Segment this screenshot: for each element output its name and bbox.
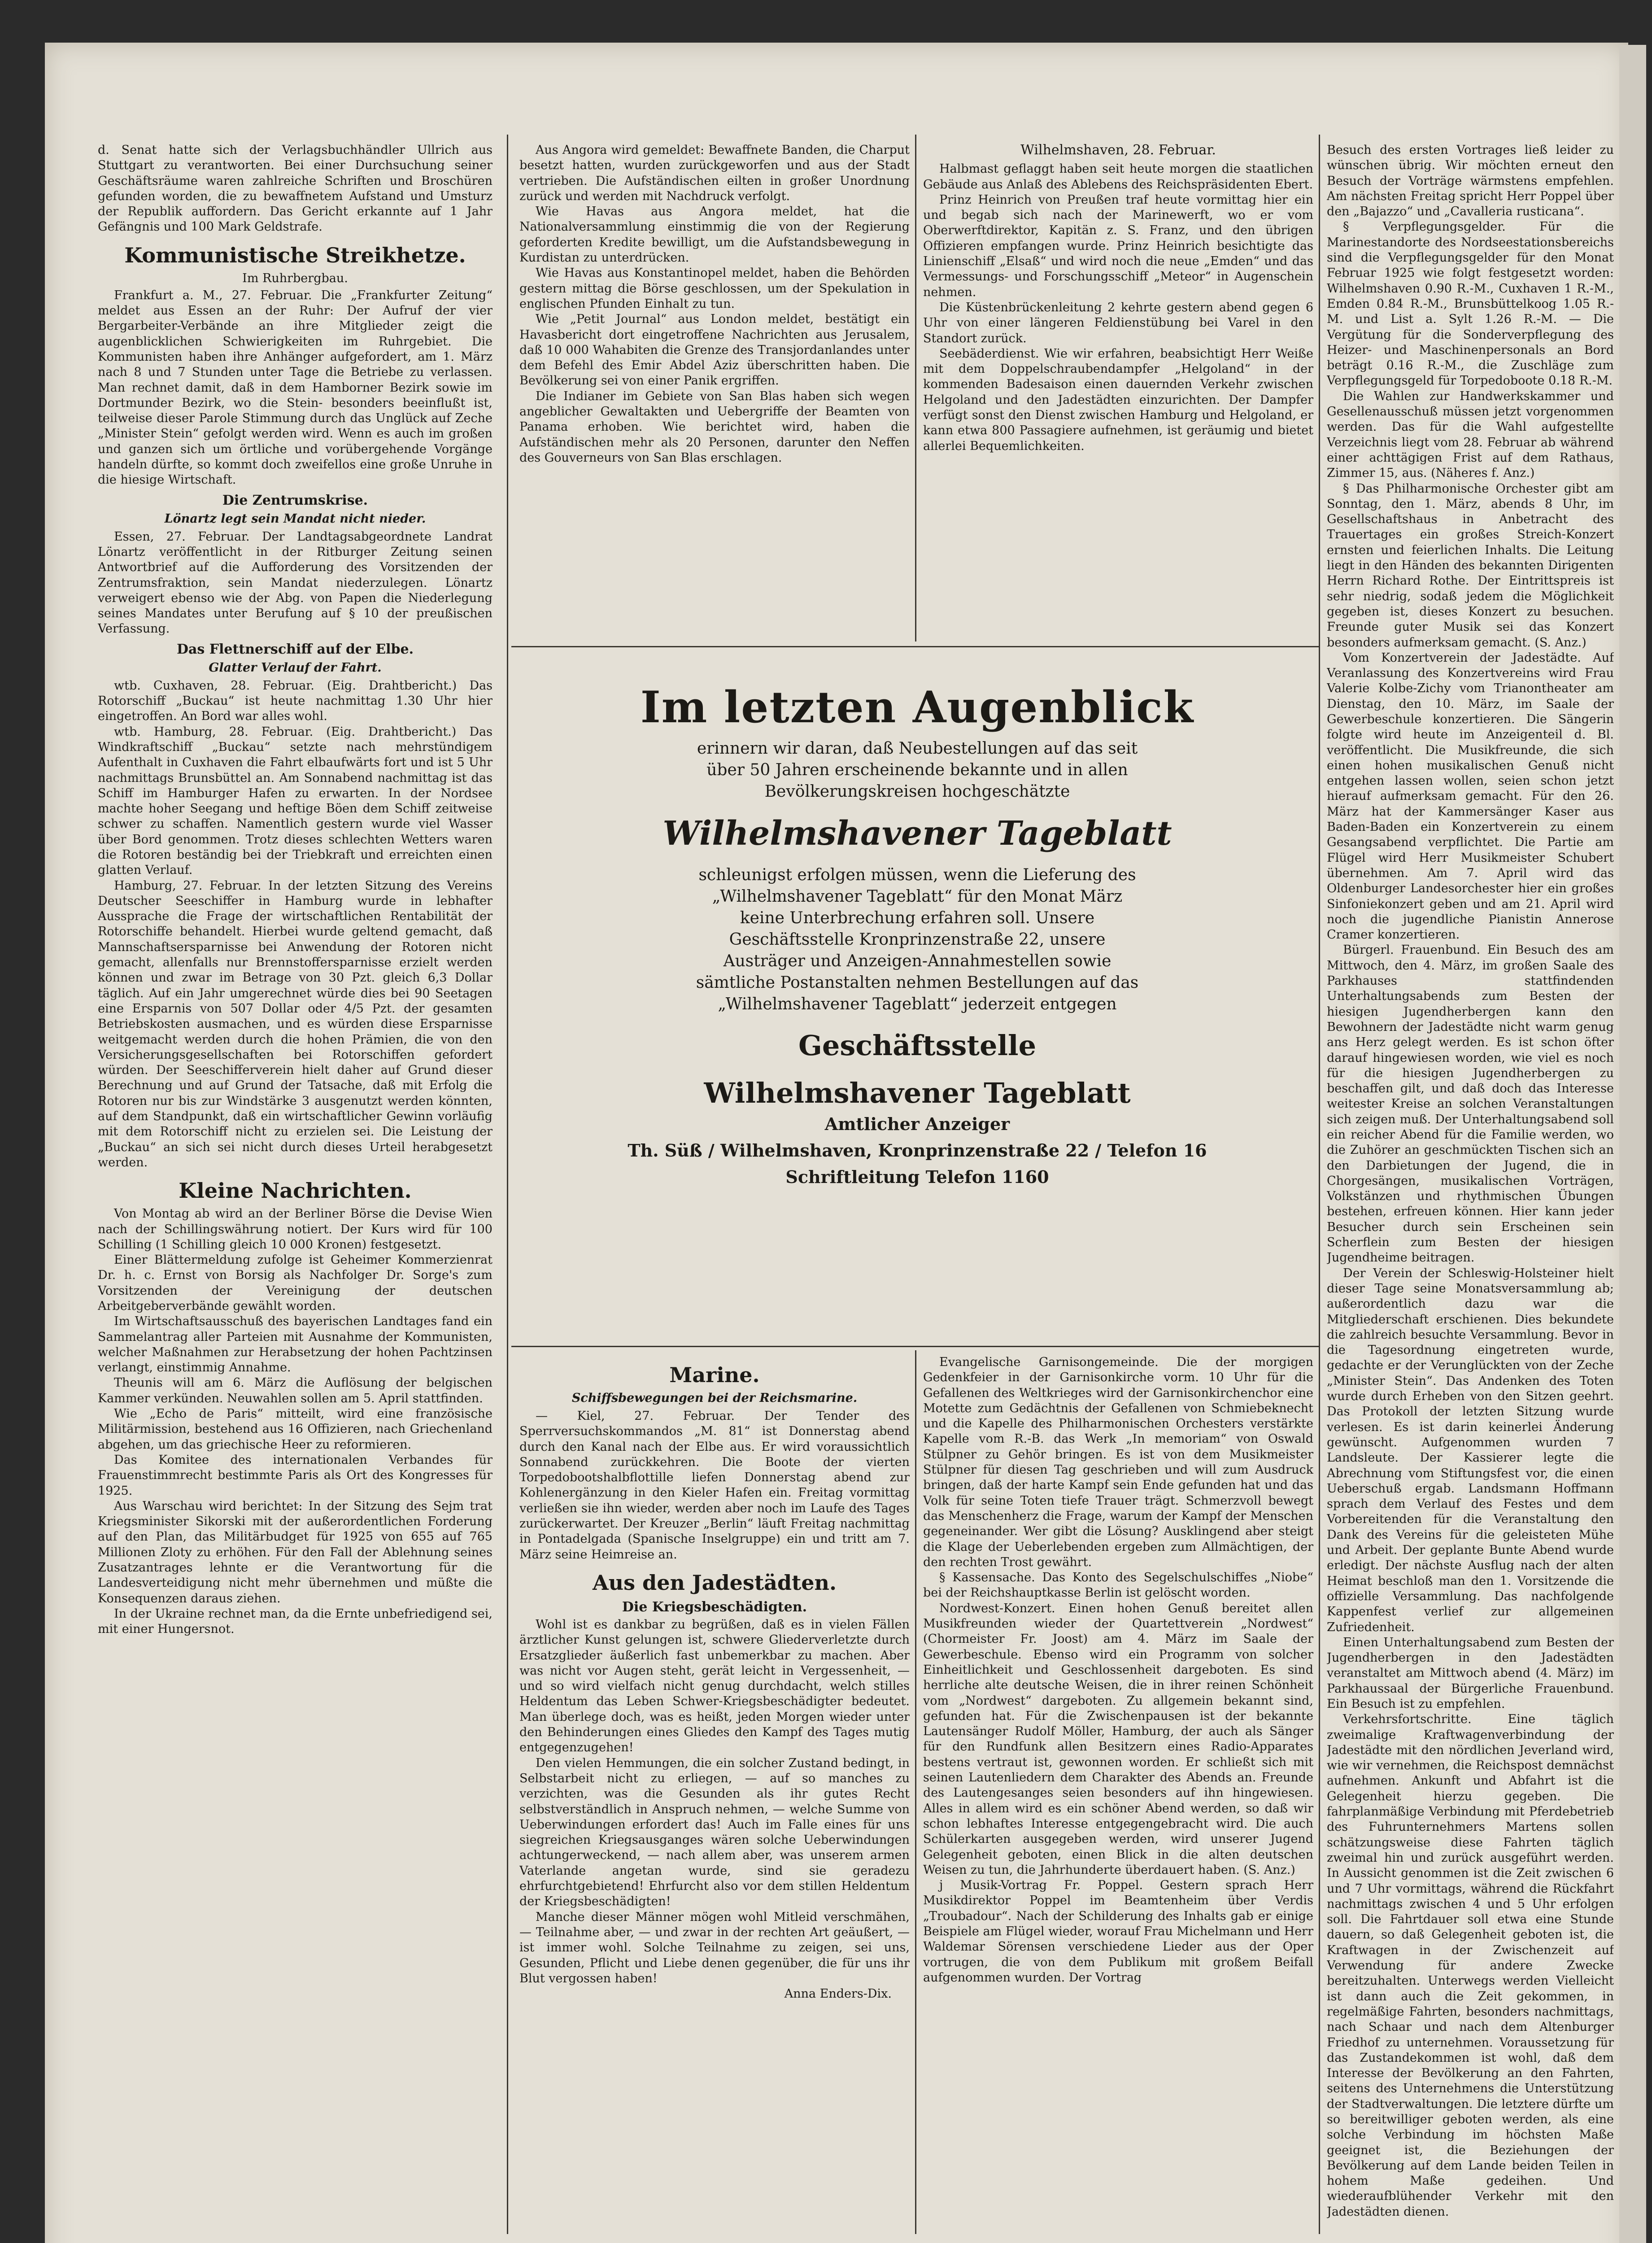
article-paragraph: Wohl ist es dankbar zu begrüßen, daß es in vielen Fällen ärztlicher Kunst gelungen ist, schwere Gliederverletzte durch Ersatzglieder äußerlich fast unbemerkbar zu machen. Aber was nicht vor Augen steht, gerät leicht in Vergessenheit, — und so wird vielfach nicht genug durchdacht, welch stilles Heldentum das Leben Schwer-Kriegsbeschädigter bedeutet. Man überlege doch, was es heißt, jeden Morgen wieder unter den Behinderungen eines Gliedes den Kampf des Tages mutig entgegenzugehen!	[519, 1617, 910, 1755]
article-paragraph: Wie „Petit Journal“ aus London meldet, bestätigt ein Havasbericht dort eingetroffene Nachrichten aus Jerusalem, daß 10 000 Wahabiten die Grenze des Transjordanlandes unter dem Befehl des Emir Abdel Aziz überschritten haben. Die Bevölkerung sei von einer Panik ergriffen.	[519, 312, 910, 388]
article-paragraph: Frankfurt a. M., 27. Februar. Die „Frankfurter Zeitung“ meldet aus Essen an der Ruhr: Der Aufruf der vier Bergarbeiter-Verbände an ihre Mitglieder zeigt die augenblicklichen Schwierigkeiten im Ruhrgebiet. Die Kommunisten haben ihre Anhänger aufgefordert, am 1. März nach 8 und 7 Stunden unter Tage die Betriebe zu verlassen. Man rechnet damit, daß in dem Hamborner Bezirk sowie im Dortmunder Bezirk, wo die Stein- besonders beeinflußt ist, teilweise dieser Parole Stimmung durch das Unglück auf Zeche „Minister Stein“ gefolgt werden wird. Wenn es auch im großen und ganzen sich um örtliche und vorübergehende Vorgänge handeln dürfte, so kommt doch zweifellos eine große Unruhe in die hiesige Wirtschaft.	[98, 288, 493, 487]
column-rule	[1319, 135, 1320, 2234]
article-paragraph: — Kiel, 27. Februar. Der Tender des Sperrversuchskommandos „M. 81“ ist Donnerstag abend durch den Kanal nach der Elbe aus. Er wird voraussichtlich Sonnabend zurückkehren. Die Boote der vierten Torpedobootshalbflottille liefen Donnerstag abend zur Kohlenergänzung in den Kieler Hafen ein. Freitag vormittag verließen sie ihn wieder, werden aber noch im Laufe des Tages zurückerwartet. Der Kreuzer „Berlin“ läuft Freitag nachmittag in Pontadelgada (Spanische Inselgruppe) ein und tritt am 7. März seine Heimreise an.	[519, 1409, 910, 1562]
article-paragraph: d. Senat hatte sich der Verlagsbuchhändler Ullrich aus Stuttgart zu verantworten. Bei einer Durchsuchung seiner Geschäftsräume waren zahlreiche Schriften und Broschüren gefunden worden, die zu bewaffnetem Aufstand und Umsturz der Republik auffordern. Das Gericht erkannte auf 1 Jahr Gefängnis und 100 Mark Geldstrafe.	[98, 143, 493, 234]
column-rule	[507, 135, 508, 2234]
ad-newspaper-name: Wilhelmshavener Tageblatt	[663, 814, 1172, 853]
headline-kommunist: Kommunistische Streikhetze.	[124, 243, 466, 267]
article-paragraph: Nordwest-Konzert. Einen hohen Genuß bereitet allen Musikfreunden wieder der Quartettverein „Nordwest“ (Chormeister Fr. Joost) am 4. März im Saale der Gewerbeschule. Ebenso wird ein Programm von solcher Einheitlichkeit und Geschlossenheit dargeboten. Es sind herrliche alte deutsche Weisen, die in ihrer reinen Schönheit vom „Nordwest“ dargeboten. Zu allgemein bekannt sind, gefunden hat. Für die Zwischenpausen ist der bekannte Lautensänger Rudolf Möller, Hamburg, der auch als Sänger für den Rundfunk allen Besitzern eines Radio-Apparates bestens vertraut ist, gewonnen worden. Er schließt sich mit seinen Lautenliedern dem Charakter des Abends an. Freunde des Lautengesanges seien besonders auf ihn hingewiesen. Alles in allem wird es ein schöner Abend werden, so daß wir schon lebhaftes Interesse entgegengebracht wird. Die auch Schülerkarten ausgegeben werden, wird unserer Jugend Gelegenheit geboten, einen Blick in die alten deutschen Weisen zu tun, die Jahrhunderte überdauert haben. (S. Anz.)	[923, 1601, 1313, 1877]
dateline: Wilhelmshaven, 28. Februar.	[1020, 143, 1216, 158]
article-paragraph: Einer Blättermeldung zufolge ist Geheimer Kommerzienrat Dr. h. c. Ernst von Borsig als Nachfolger Dr. Sorge's zum Vorsitzenden der Vereinigung der deutschen Arbeitgeberverbände gewählt worden.	[98, 1253, 493, 1313]
article-paragraph: § Verpflegungsgelder. Für die Marinestandorte des Nordseestationsbereichs sind die Verpflegungsgelder für den Monat Februar 1925 wie folgt festgesetzt worden: Wilhelmshaven 0.90 R.-M., Cuxhaven 1 R.-M., Emden 0.84 R.-M., Brunsbüttelkoog 1.05 R.-M. und List a. Sylt 1.26 R.-M. — Die Vergütung für die Sonderverpflegung des Heizer- und Maschinenpersonals an Bord beträgt 0.16 R.-M., die Zuschläge zum Verpflegungsgeld für Torpedoboote 0.18 R.-M.	[1327, 220, 1614, 388]
headline-zentrum: Die Zentrumskrise.	[222, 492, 368, 508]
headline-flettner: Das Flettnerschiff auf der Elbe.	[176, 641, 414, 657]
article-paragraph: Den vielen Hemmungen, die ein solcher Zustand bedingt, in Selbstarbeit nicht zu erliegen, — auf so manches zu verzichten, was die Gesunden als ihr gutes Recht selbstverständlich in Anspruch nehmen, — welche Summe von Ueberwindungen erfordert das! Auch im Falle eines für uns siegreichen Kriegsausganges wären solche Ueberwindungen achtungerweckend, — nach allem aber, was unserem armen Vaterlande angetan wurde, sind sie geradezu ehrfurchtgebietend! Ehrfurcht also vor dem stillen Heldentum der Kriegsbeschädigten!	[519, 1756, 910, 1909]
article-paragraph: Wie Havas aus Konstantinopel meldet, haben die Behörden gestern mittag die Börse geschlossen, um der Spekulation in englischen Pfunden Einhalt zu tun.	[519, 266, 910, 311]
article-paragraph: Theunis will am 6. März die Auflösung der belgischen Kammer verkünden. Neuwahlen sollen am 5. April stattfinden.	[98, 1376, 493, 1405]
headline-marine: Marine.	[669, 1363, 760, 1387]
ad-address: Th. Süß / Wilhelmshaven, Kronprinzenstraße 22 / Telefon 16	[628, 1140, 1207, 1161]
ad-text: erinnern wir daran, daß Neubestellungen auf das seit über 50 Jahren erscheinende bekannte und in allen Bevölkerungskreisen hochgeschätzte	[697, 739, 1138, 801]
author-signature: Anna Enders-Dix.	[784, 1987, 892, 2001]
article-paragraph: Aus Angora wird gemeldet: Bewaffnete Banden, die Charput besetzt hatten, wurden zurückgeworfen und aus der Stadt vertrieben. Die Aufständischen eilten in großer Unordnung zurück und werden mit Nachdruck verfolgt.	[519, 143, 910, 203]
article-paragraph: Wie „Echo de Paris“ mitteilt, wird eine französische Militärmission, bestehend aus 16 Offizieren, nach Griechenland abgehen, um das griechische Heer zu reformieren.	[98, 1407, 493, 1452]
ad-office-title: Geschäftsstelle	[798, 1029, 1037, 1062]
column-rule	[915, 135, 916, 641]
column-3-bottom	[923, 1355, 1313, 2230]
ad-rule-top	[511, 646, 1319, 647]
article-paragraph: § Das Philharmonische Orchester gibt am Sonntag, den 1. März, abends 8 Uhr, im Gesellschaftshaus in Anbetracht des Trauertages ein großes Streich-Konzert ernsten und feierlichen Inhalts. Die Leitung liegt in den Händen des bekannten Dirigenten Herrn Richard Rothe. Der Eintrittspreis ist sehr niedrig, sodaß jedem die Möglichkeit gegeben ist, dieses Konzert zu besuchen. Freunde guter Musik sei das Konzert besonders aufmerksam gemacht. (S. Anz.)	[1327, 481, 1614, 650]
article-paragraph: Die Küstenbrückenleitung 2 kehrte gestern abend gegen 6 Uhr von einer längeren Feldienstübung bei Varel in den Standort zurück.	[923, 300, 1313, 345]
article-paragraph: Vom Konzertverein der Jadestädte. Auf Veranlassung des Konzertvereins wird Frau Valerie Kolbe-Zichy vom Trianontheater am Dienstag, den 10. März, im Saale der Gewerbeschule konzertieren. Die Sängerin folgte wird heute im Anzeigenteil d. Bl. veröffentlicht. Die Musikfreunde, die sich einen hohen musikalischen Genuß nicht entgehen lassen wollen, seien schon jetzt hierauf aufmerksam gemacht. Für den 26. März hat der Kammersänger Kaser aus Baden-Baden ein Konzertverein zu einem Gesangsabend verpflichtet. Die Partie am Flügel wird Herr Musikmeister Schubert übernehmen. Am 7. April wird das Oldenburger Landesorchester hier ein großes Sinfoniekonzert geben und am 21. April wird noch die jugendliche Pianistin Annerose Cramer konzertieren.	[1327, 650, 1614, 942]
tageblatt-advertisement	[520, 673, 1314, 1341]
article-paragraph: Hamburg, 27. Februar. In der letzten Sitzung des Vereins Deutscher Seeschiffer in Hamburg wurde in lebhafter Aussprache die Frage der wirtschaftlichen Rentabilität der Rotorschiffe behandelt. Hierbei wurde geltend gemacht, daß Mannschaftsersparnisse bei Anwendung der Rotoren nicht gemacht, allenfalls nur Brennstoffersparnisse erzielt werden können und zwar im Betrage von 30 Pzt. gleich 6,3 Dollar täglich. Auf ein Jahr umgerechnet würde dies bei 90 Seetagen eine Ersparnis von 507 Dollar oder 4/5 Pzt. der gesamten Betriebskosten ausmachen, und es würden diese Ersparnisse weitgemacht werden durch die hohen Prämien, die von den Versicherungsgesellschaften bei Rotorschiffen gefordert würden. Der Seeschifferverein hielt daher auf Grund dieser Berechnung und auf Grund der Tatsache, daß mit Erfolg die Rotoren nur bis zur Windstärke 3 ausgenutzt werden könnten, auf dem Standpunkt, daß ein wirtschaftlicher Gewinn vorläufig mit dem Rotorschiff nicht zu erzielen sei. Die Leistung der „Buckau“ an sich sei nicht durch dieses Urteil herabgesetzt werden.	[98, 878, 493, 1170]
ad-subtitle: Amtlicher Anzeiger	[824, 1114, 1010, 1134]
article-paragraph: Von Montag ab wird an der Berliner Börse die Devise Wien nach der Schillingswährung notiert. Der Kurs wird für 100 Schilling (1 Schilling gleich 10 000 Kronen) festgesetzt.	[98, 1207, 493, 1252]
article-paragraph: j Musik-Vortrag Fr. Poppel. Gestern sprach Herr Musikdirektor Poppel im Beamtenheim über Verdis „Troubadour“. Nach der Schilderung des Inhalts gab er einige Beispiele am Flügel wieder, worauf Frau Michelmann und Herr Waldemar Sörensen verschiedene Lieder aus der Oper vortrugen, die von dem Publikum mit großem Beifall aufgenommen wurden. Der Vortrag	[923, 1878, 1313, 1985]
article-paragraph: Im Wirtschaftsausschuß des bayerischen Landtages fand ein Sammelantrag aller Parteien mit Ausnahme der Kommunisten, welcher Maßnahmen zur Herabsetzung der hohen Pachtzinsen verlangt, einstimmig Annahme.	[98, 1314, 493, 1375]
ad-text: schleunigst erfolgen müssen, wenn die Lieferung des „Wilhelmshavener Tageblatt“ für den Monat März keine Unterbrechung erfahren soll. Unsere Geschäftsstelle Kronprinzenstraße 22, unsere Austräger und Anzeigen-Annahmestellen sowie sämtliche Postanstalten nehmen Bestellungen auf das „Wilhelmshavener Tageblatt“ jederzeit entgegen	[696, 866, 1139, 1013]
article-paragraph: § Kassensache. Das Konto des Segelschulschiffes „Niobe“ bei der Reichshauptkasse Berlin ist gelöscht worden.	[923, 1571, 1313, 1600]
article-paragraph: Bürgerl. Frauenbund. Ein Besuch des am Mittwoch, den 4. März, im großen Saale des Parkhauses stattfindenden Unterhaltungsabends zum Besten der hiesigen Jugendherbergen kann den Bewohnern der Jadestädte nicht warm genug ans Herz gelegt werden. Es ist schon öfter darauf hingewiesen worden, wie viel es noch für die hiesigen Jugendherbergen zu beschaffen gilt, und daß doch das Interesse weitester Kreise an solchen Veranstaltungen sich zeigen muß. Der Unterhaltungsabend soll ein reicher Abend für die Familie werden, wo die Zuhörer an geschmückten Tischen sich an den Darbietungen der Jugend, die in Chorgesängen, musikalischen Vorträgen, Volkstänzen und rhythmischen Übungen bestehen, erfreuen können. Hier kann jeder Besucher durch sein Erscheinen sein Scherflein zum Besten der hiesigen Jugendheime beitragen.	[1327, 943, 1614, 1265]
column-rule	[915, 1350, 916, 2234]
article-paragraph: Seebäderdienst. Wie wir erfahren, beabsichtigt Herr Weiße mit dem Doppelschraubendampfer „Helgoland“ in der kommenden Badesaison einen dauernden Verkehr zwischen Helgoland und den Jadestädten einzurichten. Der Dampfer verfügt sonst den Dienst zwischen Hamburg und Helgoland, er kann etwa 800 Passagiere aufnehmen, ist geräumig und bietet allerlei Bequemlichkeiten.	[923, 346, 1313, 453]
column-2-top	[519, 143, 910, 636]
subheadline: Lönartz legt sein Mandat nicht nieder.	[164, 511, 426, 526]
article-paragraph: Verkehrsfortschritte. Eine täglich zweimalige Kraftwagenverbindung der Jadestädte mit den nördlichen Jeverland wird, wie wir vernehmen, die Reichspost demnächst aufnehmen. Ankunft und Abfahrt ist die Gelegenheit hierzu gegeben. Die fahrplanmäßige Verbindung mit Pferdebetrieb des Fuhrunternehmers Martens sollen schätzungsweise diese Fahrten täglich zweimal hin und zurück ausgeführt werden. In Aussicht genommen ist die Zeit zwischen 6 und 7 Uhr vormittags, während die Rückfahrt nachmittags zwischen 4 und 5 Uhr erfolgen soll. Die Fahrtdauer soll etwa eine Stunde dauern, so daß Gelegenheit geboten ist, die Kraftwagen in der Zwischenzeit auf Verwendung für andere Zwecke bereitzuhalten. Unterwegs werden Vielleicht ist dann auch die Zeit gekommen, in regelmäßige Fahrten, besonders nachmittags, nach Schaar und nach dem Altenburger Friedhof zu unternehmen. Voraussetzung für das Zustandekommen ist wohl, daß dem Interesse der Bevölkerung an den Fahrten, seitens des Unternehmens die Unterstützung der Stadtverwaltungen. Die letztere dürfte um so bereitwilliger geboten werden, als eine solche Verbindung im höchsten Maße geeignet ist, die Beziehungen der Bevölkerung auf dem Lande beiden Teilen in hohem Maße gedeihen. Und wiederaufblühender Verkehr mit den Jadestädten dienen.	[1327, 1712, 1614, 2219]
article-paragraph: wtb. Hamburg, 28. Februar. (Eig. Drahtbericht.) Das Windkraftschiff „Buckau“ setzte nach mehrstündigem Aufenthalt in Cuxhaven die Fahrt elbaufwärts fort und ist 5 Uhr nachmittags Brunsbüttel an. Am Sonnabend nachmittag ist das Schiff im Hamburger Hafen zu erwarten. In der Nordsee machte hoher Seegang und heftige Böen dem Schiff zeitweise schwer zu schaffen. Namentlich gestern wurde viel Wasser über Bord genommen. Trotz dieses schlechten Wetters waren die Rotoren beständig bei der Triebkraft und erreichten einen glatten Verlauf.	[98, 724, 493, 877]
subheadline: Schiffsbewegungen bei der Reichsmarine.	[571, 1391, 858, 1405]
column-3-top	[923, 143, 1313, 636]
ad-phone: Schriftleitung Telefon 1160	[785, 1167, 1049, 1187]
article-paragraph: In der Ukraine rechnet man, da die Ernte unbefriedigend sei, mit einer Hungersnot.	[98, 1606, 493, 1636]
article-paragraph: Essen, 27. Februar. Der Landtagsabgeordnete Landrat Lönartz veröffentlicht in der Ritburger Zeitung seinen Antwortbrief auf die Aufforderung des Vorsitzenden der Zentrumsfraktion, sein Mandat niederzulegen. Lönartz verweigert ebenso wie der Abg. von Papen die Niederlegung seines Mandates unter Berufung auf § 10 der preußischen Verfassung.	[98, 529, 493, 636]
article-paragraph: Aus Warschau wird berichtet: In der Sitzung des Sejm trat Kriegsminister Sikorski mit der außerordentlichen Forderung auf den Plan, das Militärbudget für 1925 von 655 auf 765 Millionen Zloty zu erhöhen. Für den Fall der Ablehnung seines Zusatzantrages lehnte er die Verantwortung für die Landesverteidigung nicht mehr übernehmen und müßte die Konsequenzen daraus ziehen.	[98, 1499, 493, 1606]
article-paragraph: Halbmast geflaggt haben seit heute morgen die staatlichen Gebäude aus Anlaß des Ablebens des Reichspräsidenten Ebert.	[923, 162, 1313, 192]
article-paragraph: Wie Havas aus Angora meldet, hat die Nationalversammlung einstimmig die von der Regierung geforderten Kredite bewilligt, um die Aufstandsbewegung in Kurdistan zu unterdrücken.	[519, 205, 910, 265]
headline-jadestaedte: Aus den Jadestädten.	[592, 1570, 837, 1595]
ad-headline: Im letzten Augenblick	[640, 682, 1194, 733]
column-4	[1327, 143, 1614, 2229]
article-paragraph: Besuch des ersten Vortrages ließ leider zu wünschen übrig. Wir möchten erneut den Besuch der Vorträge wärmstens empfehlen. Am nächsten Freitag spricht Herr Poppel über den „Bajazzo“ und „Cavalleria rusticana“.	[1327, 143, 1614, 219]
article-paragraph: wtb. Cuxhaven, 28. Februar. (Eig. Drahtbericht.) Das Rotorschiff „Buckau“ ist heute nachmittag 1.30 Uhr hier eingetroffen. An Bord war alles wohl.	[98, 678, 493, 724]
subheadline: Glatter Verlauf der Fahrt.	[209, 660, 382, 675]
column-2-bottom	[519, 1355, 910, 2230]
article-paragraph: Die Indianer im Gebiete von San Blas haben sich wegen angeblicher Gewaltakten und Uebergriffe der Beamten von Panama erhoben. Wie berichtet wird, haben die Aufständischen mehr als 20 Personen, darunter den Neffen des Gouverneurs von San Blas erschlagen.	[519, 389, 910, 465]
subheadline: Im Ruhrbergbau.	[242, 271, 348, 285]
article-paragraph: Das Komitee des internationalen Verbandes für Frauenstimmrecht bestimmte Paris als Ort des Kongresses für 1925.	[98, 1453, 493, 1498]
ad-rule-bottom	[511, 1346, 1319, 1347]
page-edge	[1619, 45, 1646, 2243]
headline-kleine: Kleine Nachrichten.	[179, 1178, 412, 1203]
ad-office-name: Wilhelmshavener Tageblatt	[704, 1077, 1131, 1109]
article-paragraph: Evangelische Garnisongemeinde. Die der morgigen Gedenkfeier in der Garnisonkirche vorm. 10 Uhr für die Gefallenen des Weltkrieges wird der Garnisonkirchenchor eine Motette zum Gedächtnis der Gefallenen von Schmiebeknecht und die Kapelle des Philharmonischen Orchesters verstärkte Kapelle vom R.-B. das Werk „In memoriam“ von Oswald Stülpner zu Gehör bringen. Es ist von dem Musikmeister Stülpner für diesen Tag geschrieben und will zum Ausdruck bringen, daß der harte Kampf sein Ende gefunden hat und das Volk für seine Toten tiefe Trauer trägt. Schmerzvoll bewegt das Menschenherz die Frage, warum der Kampf der Menschen gegeneinander. Wer gibt die Lösung? Ausklingend aber steigt die Klage der Ueberlebenden ergeben zum Allmächtigen, der den rechten Trost gewährt.	[923, 1355, 1313, 1569]
article-paragraph: Die Wahlen zur Handwerkskammer und Gesellenausschuß müssen jetzt vorgenommen werden. Das für die Wahl aufgestellte Verzeichnis liegt vom 28. Februar ab während einer achttägigen Frist auf dem Rathaus, Zimmer 15, aus. (Näheres f. Anz.)	[1327, 389, 1614, 480]
article-paragraph: Einen Unterhaltungsabend zum Besten der Jugendherbergen in den Jadestädten veranstaltet am Mittwoch abend (4. März) im Parkhaussaal der Bürgerliche Frauenbund. Ein Besuch ist zu empfehlen.	[1327, 1635, 1614, 1711]
subheadline: Die Kriegsbeschädigten.	[622, 1599, 807, 1615]
column-1	[98, 143, 493, 2229]
article-paragraph: Der Verein der Schleswig-Holsteiner hielt dieser Tage seine Monatsversammlung ab; außerordentlich dazu war die Mitgliederschaft erschienen. Dies bekundete die zahlreich besuchte Versammlung. Bevor in die Tagesordnung eingetreten wurde, gedachte er der Verunglückten von der Zeche „Minister Stein“. Das Andenken des Toten wurde durch Erheben von den Sitzen geehrt. Das Protokoll der letzten Sitzung wurde verlesen. Es ist darin keinerlei Änderung gewünscht. Aufgenommen wurden 7 Landsleute. Der Kassierer legte die Abrechnung vom Stiftungsfest vor, die einen Ueberschuß ergab. Landsmann Hoffmann sprach dem Verlauf des Festes und dem Vorbereitenden für die Veranstaltung den Dank des Vereins für die geleisteten Mühe und Arbeit. Der geplante Bunte Abend wurde erledigt. Der nächste Ausflug nach der alten Heimat beschloß man den 1. Vorsitzende die offizielle Versammlung. Das nachfolgende Kappenfest verlief zur allgemeinen Zufriedenheit.	[1327, 1266, 1614, 1634]
article-paragraph: Manche dieser Männer mögen wohl Mitleid verschmähen, — Teilnahme aber, — und zwar in der rechten Art geäußert, — ist immer wohl. Solche Teilnahme zu zeigen, sei uns, Gesunden, Pflicht und Liebe denen gegenüber, die für uns ihr Blut vergossen haben!	[519, 1910, 910, 1986]
article-paragraph: Prinz Heinrich von Preußen traf heute vormittag hier ein und begab sich nach der Marinewerft, wo er vom Oberwerftdirektor, Kapitän z. S. Franz, und den übrigen Offizieren empfangen wurde. Prinz Heinrich besichtigte das Linienschiff „Elsaß“ und wird noch die neue „Emden“ und das Vermessungs- und Forschungsschiff „Meteor“ in Augenschein nehmen.	[923, 192, 1313, 299]
